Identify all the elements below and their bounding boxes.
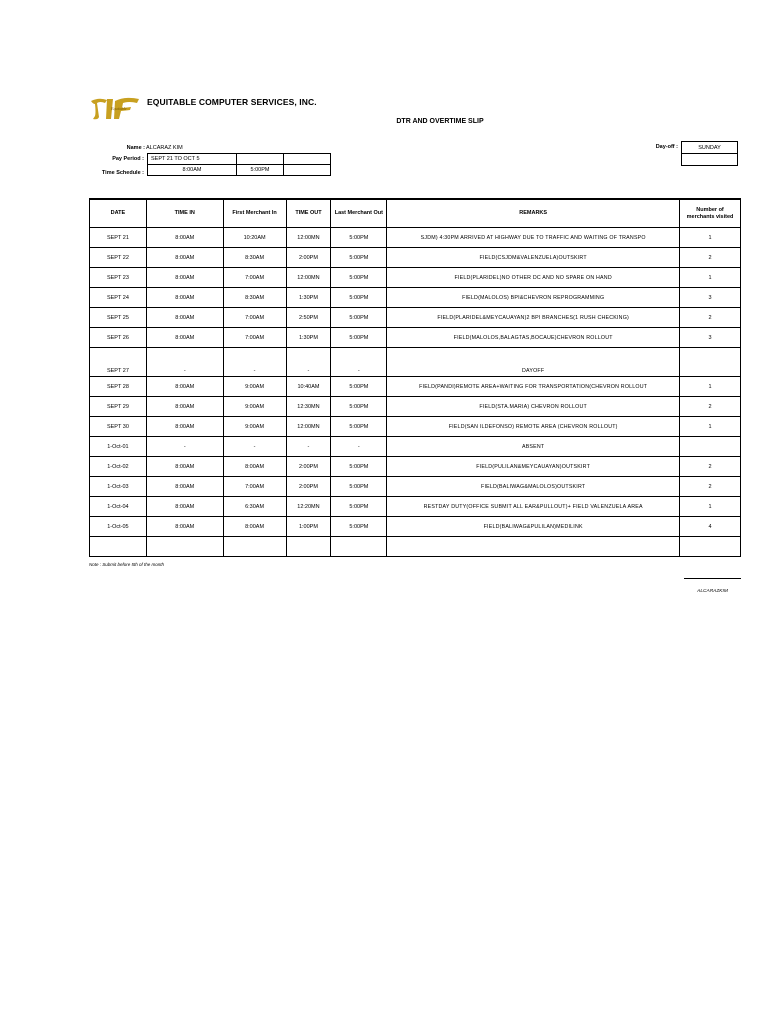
- cell-first-merchant-in: 7:00AM: [223, 328, 286, 348]
- cell-time-in: 8:00AM: [146, 477, 223, 497]
- cell-time-in: 8:00AM: [146, 417, 223, 437]
- cell-remarks: FIELD(PLARIDEL)NO OTHER DC AND NO SPARE ON HAND: [387, 268, 680, 288]
- cell-time-in: 8:00AM: [146, 308, 223, 328]
- cell-last-merchant-out: -: [331, 437, 387, 457]
- document-title: DTR AND OVERTIME SLIP: [396, 118, 484, 125]
- cell-remarks: DAYOFF: [387, 348, 680, 377]
- cell-merchants-visited: 2: [680, 248, 741, 268]
- cell-date: SEPT 27: [90, 348, 147, 377]
- cell-merchants-visited: 2: [680, 308, 741, 328]
- col-first-merchant-in: First Merchant In: [223, 199, 286, 228]
- cell-last-merchant-out: 5:00PM: [331, 477, 387, 497]
- cell-time-in: 8:00AM: [146, 328, 223, 348]
- table-row: [90, 517, 741, 537]
- cell-last-merchant-out: -: [331, 348, 387, 377]
- dayoff-label: Day-off :: [655, 144, 678, 150]
- cell-time-in: 8:00AM: [146, 517, 223, 537]
- cell-last-merchant-out: 5:00PM: [331, 397, 387, 417]
- table-row: [90, 537, 741, 557]
- col-time-out: TIME OUT: [286, 199, 331, 228]
- cell-merchants-visited: 2: [680, 477, 741, 497]
- cell-time-out: 2:00PM: [286, 248, 331, 268]
- cell-merchants-visited: [680, 348, 741, 377]
- cell-last-merchant-out: 5:00PM: [331, 457, 387, 477]
- cell-merchants-visited: 1: [680, 497, 741, 517]
- table-row: [90, 248, 741, 268]
- cell-remarks: FIELD(STA.MARIA) CHEVRON ROLLOUT: [387, 397, 680, 417]
- pay-period-value: SEPT 21 TO OCT 5: [148, 154, 237, 165]
- cell-merchants-visited: [680, 437, 741, 457]
- dtr-table: [89, 198, 741, 557]
- cell-time-out: 2:00PM: [286, 477, 331, 497]
- signature-line: [684, 578, 741, 579]
- cell-time-out: 1:30PM: [286, 328, 331, 348]
- table-row: [90, 417, 741, 437]
- cell-date: SEPT 29: [90, 397, 147, 417]
- cell-remarks: FIELD(MALOLOS) BPI&CHEVRON REPROGRAMMING: [387, 288, 680, 308]
- cell-remarks: FIELD(MALOLOS,BALAGTAS,BOCAUE)CHEVRON ROLLOUT: [387, 328, 680, 348]
- cell-first-merchant-in: 10:20AM: [223, 228, 286, 248]
- cell-time-out: 1:30PM: [286, 288, 331, 308]
- cell-time-in: 8:00AM: [146, 457, 223, 477]
- table-row: [90, 308, 741, 328]
- table-row: [90, 477, 741, 497]
- cell-remarks: FIELD(SAN ILDEFONSO) REMOTE AREA (CHEVRON ROLLOUT): [387, 417, 680, 437]
- cell-time-in: 8:00AM: [146, 248, 223, 268]
- cell-time-out: 12:00MN: [286, 417, 331, 437]
- name-label: Name :: [126, 145, 145, 151]
- cell-time-out: 12:30MN: [286, 397, 331, 417]
- cell-merchants-visited: 1: [680, 417, 741, 437]
- cell-date: 1-Oct-03: [90, 477, 147, 497]
- col-merchants-visited: Number of merchants visited: [680, 199, 741, 228]
- time-schedule-label: Time Schedule :: [101, 170, 144, 176]
- cell-first-merchant-in: 8:00AM: [223, 457, 286, 477]
- cell-time-out: 12:20MN: [286, 497, 331, 517]
- table-row: [90, 268, 741, 288]
- cell-time-in: 8:00AM: [146, 288, 223, 308]
- cell-first-merchant-in: 9:00AM: [223, 417, 286, 437]
- cell-last-merchant-out: 5:00PM: [331, 328, 387, 348]
- cell-time-out: 1:00PM: [286, 517, 331, 537]
- table-row: [90, 497, 741, 517]
- cell-last-merchant-out: 5:00PM: [331, 417, 387, 437]
- cell-last-merchant-out: 5:00PM: [331, 288, 387, 308]
- cell-date: SEPT 26: [90, 328, 147, 348]
- cell-time-in: 8:00AM: [146, 377, 223, 397]
- cell-date: 1-Oct-04: [90, 497, 147, 517]
- cell-merchants-visited: 2: [680, 457, 741, 477]
- cell-last-merchant-out: 5:00PM: [331, 308, 387, 328]
- cell-remarks: RESTDAY DUTY(OFFICE SUBMIT ALL EAR&PULLOUT)+ FIELD VALENZUELA AREA: [387, 497, 680, 517]
- cell-merchants-visited: 1: [680, 228, 741, 248]
- cell-last-merchant-out: 5:00PM: [331, 517, 387, 537]
- cell-date: SEPT 30: [90, 417, 147, 437]
- table-row: [90, 348, 741, 377]
- dayoff-box: [681, 141, 738, 166]
- schedule-out-value: 5:00PM: [237, 165, 284, 176]
- cell-first-merchant-in: 7:00AM: [223, 268, 286, 288]
- cell-time-in: 8:00AM: [146, 228, 223, 248]
- cell-date: SEPT 24: [90, 288, 147, 308]
- cell-last-merchant-out: 5:00PM: [331, 228, 387, 248]
- cell-first-merchant-in: 7:00AM: [223, 308, 286, 328]
- cell-time-out: 2:00PM: [286, 457, 331, 477]
- cell-time-out: [286, 537, 331, 557]
- cell-merchants-visited: 1: [680, 268, 741, 288]
- cell-remarks: FIELD(PULILAN&MEYCAUAYAN)OUTSKIRT: [387, 457, 680, 477]
- cell-remarks: SJDM) 4:30PM ARRIVED AT HIGHWAY DUE TO TRAFFIC AND WAITING OF TRANSPO: [387, 228, 680, 248]
- cell-last-merchant-out: 5:00PM: [331, 268, 387, 288]
- table-row: [90, 457, 741, 477]
- cell-date: SEPT 22: [90, 248, 147, 268]
- submission-note: Note : Submit before 5th of the month: [89, 562, 165, 567]
- cell-time-out: -: [286, 437, 331, 457]
- cell-remarks: FIELD(BALIWAG&MALOLOS)OUTSKIRT: [387, 477, 680, 497]
- signature-name: ALCARAZKIM: [697, 589, 728, 594]
- company-name: EQUITABLE COMPUTER SERVICES, INC.: [147, 97, 317, 107]
- cell-first-merchant-in: 8:30AM: [223, 248, 286, 268]
- cell-remarks: [387, 537, 680, 557]
- cell-merchants-visited: 3: [680, 328, 741, 348]
- col-time-in: TIME IN: [146, 199, 223, 228]
- col-date: DATE: [90, 199, 147, 228]
- col-remarks: REMARKS: [387, 199, 680, 228]
- cell-first-merchant-in: -: [223, 437, 286, 457]
- name-value: ALCARAZ KIM: [146, 145, 183, 151]
- cell-time-out: 2:50PM: [286, 308, 331, 328]
- schedule-in-value: 8:00AM: [148, 165, 237, 176]
- pay-period-label: Pay Period :: [112, 156, 144, 162]
- cell-first-merchant-in: 9:00AM: [223, 377, 286, 397]
- svg-text:Equitable: Equitable: [111, 106, 127, 111]
- cell-merchants-visited: [680, 537, 741, 557]
- table-row: [90, 437, 741, 457]
- cell-time-out: 12:00MN: [286, 268, 331, 288]
- cell-remarks: FIELD(PANDI)REMOTE AREA+WAITING FOR TRANSPORTATION(CHEVRON ROLLOUT: [387, 377, 680, 397]
- cell-remarks: ABSENT: [387, 437, 680, 457]
- cell-last-merchant-out: 5:00PM: [331, 377, 387, 397]
- cell-time-in: 8:00AM: [146, 268, 223, 288]
- table-header-row: [90, 199, 741, 228]
- table-row: [90, 328, 741, 348]
- cell-first-merchant-in: [223, 537, 286, 557]
- cell-first-merchant-in: 6:30AM: [223, 497, 286, 517]
- cell-time-in: -: [146, 348, 223, 377]
- table-row: [90, 377, 741, 397]
- cell-remarks: FIELD(CSJDM&VALENZUELA)OUTSKIRT: [387, 248, 680, 268]
- cell-first-merchant-in: 7:00AM: [223, 477, 286, 497]
- cell-first-merchant-in: 9:00AM: [223, 397, 286, 417]
- cell-date: 1-Oct-01: [90, 437, 147, 457]
- cell-date: SEPT 21: [90, 228, 147, 248]
- cell-merchants-visited: 2: [680, 397, 741, 417]
- cell-time-out: 10:40AM: [286, 377, 331, 397]
- cell-first-merchant-in: -: [223, 348, 286, 377]
- dayoff-value: SUNDAY: [682, 142, 738, 154]
- cell-merchants-visited: 4: [680, 517, 741, 537]
- pay-period-schedule-table: [147, 153, 331, 176]
- cell-time-in: -: [146, 437, 223, 457]
- cell-time-in: 8:00AM: [146, 497, 223, 517]
- cell-merchants-visited: 1: [680, 377, 741, 397]
- cell-date: SEPT 25: [90, 308, 147, 328]
- cell-first-merchant-in: 8:30AM: [223, 288, 286, 308]
- cell-time-out: -: [286, 348, 331, 377]
- cell-time-out: 12:00MN: [286, 228, 331, 248]
- table-row: [90, 228, 741, 248]
- cell-date: 1-Oct-05: [90, 517, 147, 537]
- cell-remarks: FIELD(PLARIDEL&MEYCAUAYAN)2 BPI BRANCHES(1 RUSH CHECKING): [387, 308, 680, 328]
- cell-time-in: 8:00AM: [146, 397, 223, 417]
- table-row: [90, 397, 741, 417]
- cell-time-in: [146, 537, 223, 557]
- table-row: [90, 288, 741, 308]
- col-last-merchant-out: Last Merchant Out: [331, 199, 387, 228]
- cell-last-merchant-out: 5:00PM: [331, 248, 387, 268]
- cell-first-merchant-in: 8:00AM: [223, 517, 286, 537]
- cell-last-merchant-out: [331, 537, 387, 557]
- cell-date: SEPT 23: [90, 268, 147, 288]
- cell-date: SEPT 28: [90, 377, 147, 397]
- cell-remarks: FIELD(BALIWAG&PULILAN)MEDILINK: [387, 517, 680, 537]
- cell-merchants-visited: 3: [680, 288, 741, 308]
- cell-date: 1-Oct-02: [90, 457, 147, 477]
- cell-date: [90, 537, 147, 557]
- cell-last-merchant-out: 5:00PM: [331, 497, 387, 517]
